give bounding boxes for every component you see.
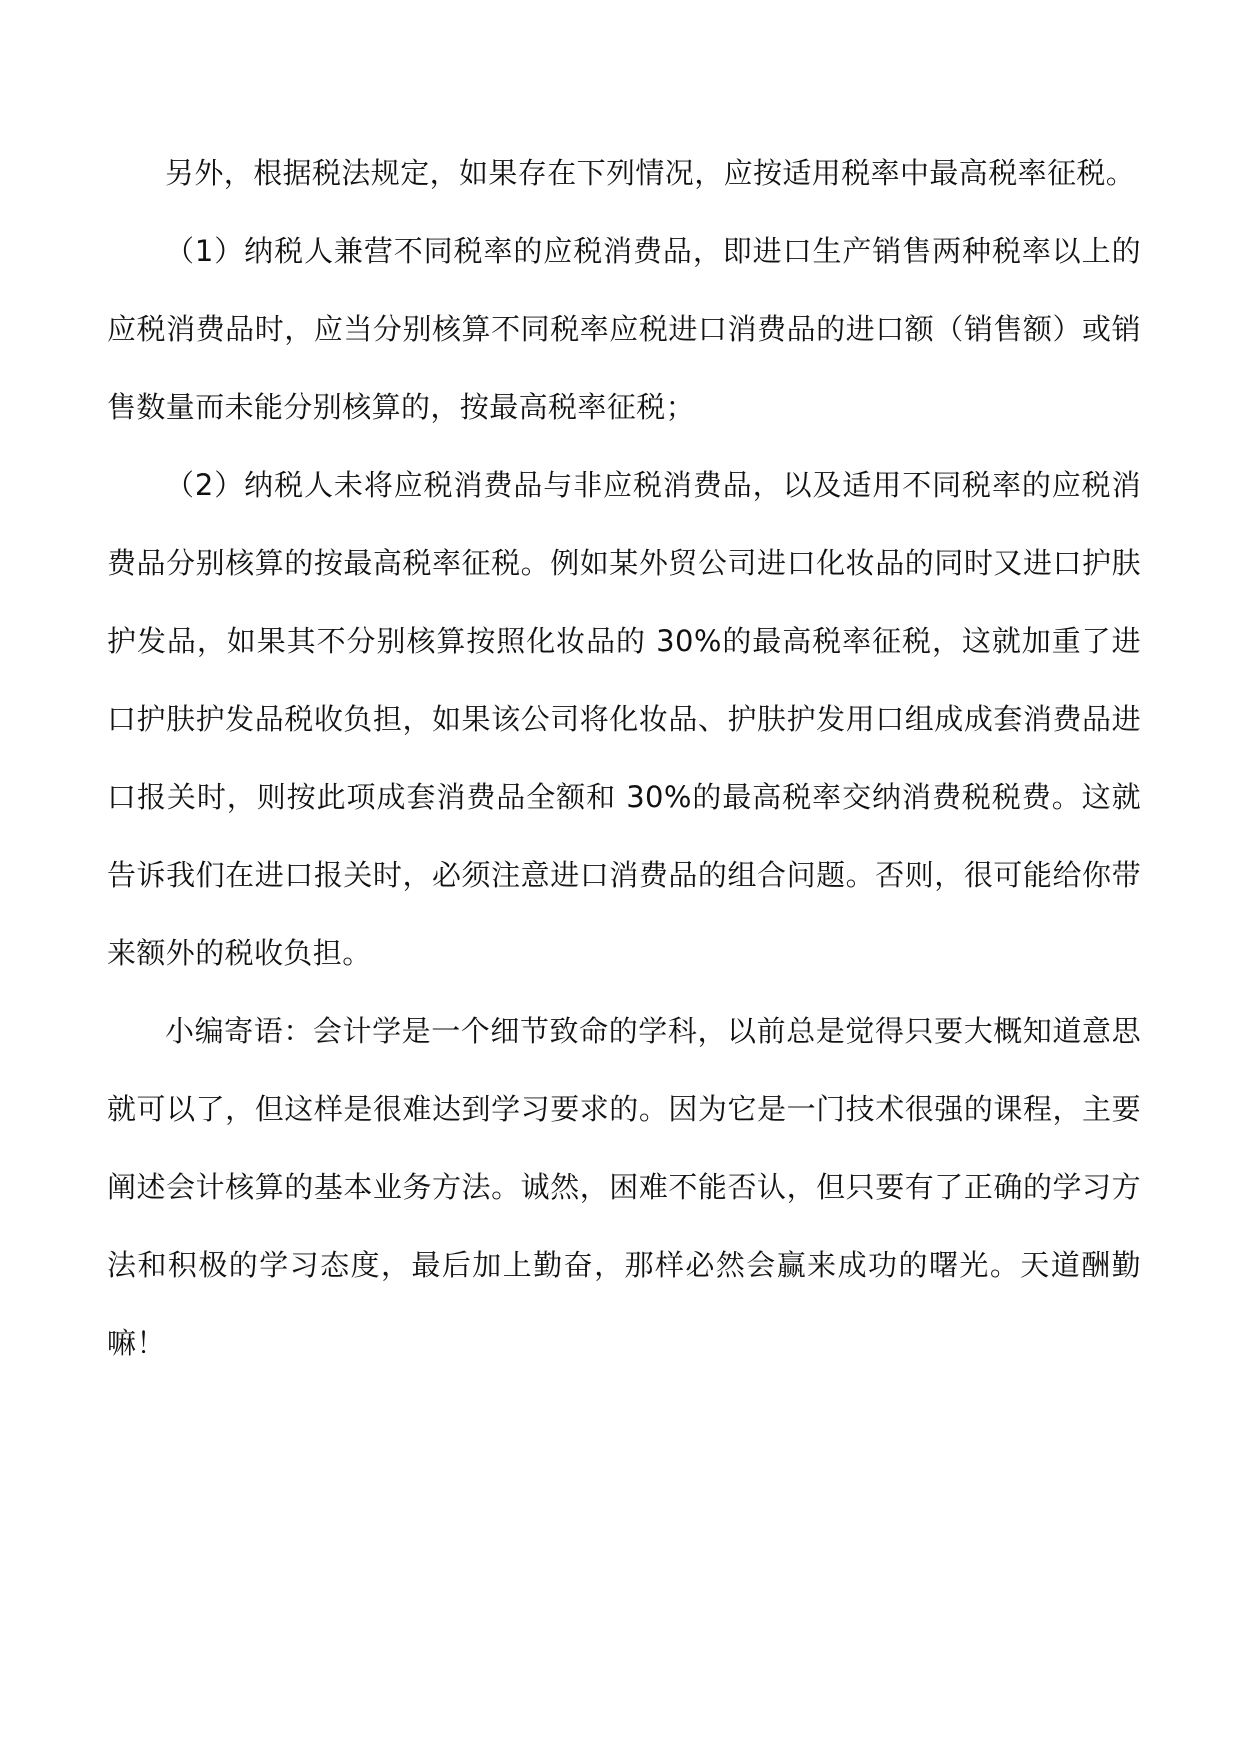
paragraph-rule-2: （2）纳税人未将应税消费品与非应税消费品，以及适用不同税率的应税消费品分别核算的按最高税率征税。例如某外贸公司进口化妆品的同时又进口护肤护发品，如果其不分别核算按照化妆品的 30%的最高税率征税，这就加重了进口护肤护发品税收负担，如果该公司将化妆品、护肤护发用口组成成套消费品进口报关时，则按此项成套消费品全额和 30%的最高税率交纳消费税税费。这就告诉我们在进口报关时，必须注意进口消费品的组合问题。否则，很可能给你带来额外的税收负担。 [107,468,1141,970]
document-body [107,156,1141,1382]
paragraph-intro: 另外，根据税法规定，如果存在下列情况，应按适用税率中最高税率征税。 [165,156,1136,190]
paragraph-rule-1: （1）纳税人兼营不同税率的应税消费品，即进口生产销售两种税率以上的应税消费品时，应当分别核算不同税率应税进口消费品的进口额（销售额）或销售数量而未能分别核算的，按最高税率征税； [107,234,1141,424]
paragraph-editor-note: 小编寄语：会计学是一个细节致命的学科，以前总是觉得只要大概知道意思就可以了，但这样是很难达到学习要求的。因为它是一门技术很强的课程，主要阐述会计核算的基本业务方法。诚然，困难不能否认，但只要有了正确的学习方法和积极的学习态度，最后加上勤奋，那样必然会赢来成功的曙光。天道酬勤嘛！ [107,1014,1141,1360]
